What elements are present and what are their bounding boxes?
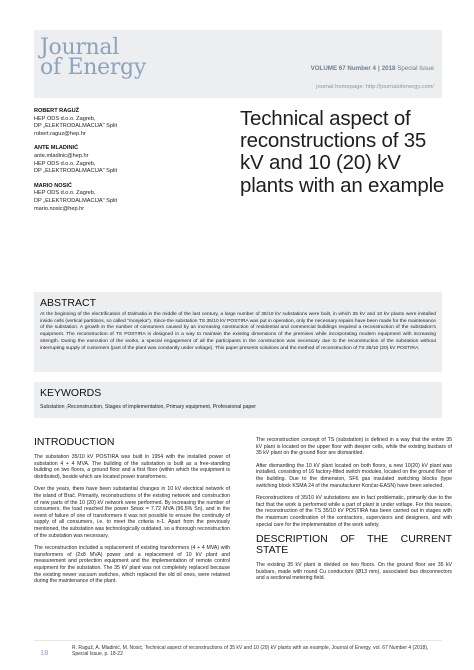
- author-email[interactable]: robert.raguz@hep.hr: [34, 130, 86, 137]
- body-paragraph: The substation 35/10 kV POSTIRA was built in 1954 with the installed power of substation 4 + 4 MVA. The building of the substation is built as a free-standing building on two floors, a ground floor and a first floor (within which the equipment is distributed), beside which are located power transformers.: [34, 454, 230, 480]
- author-email[interactable]: ante.mladinic@hep.hr: [34, 152, 89, 159]
- current-state-heading: DESCRIPTION OF THE CURRENT STATE: [256, 533, 452, 557]
- page-number: 18: [40, 648, 49, 657]
- body-paragraph: The reconstruction concept of TS (substation) is defined in a way that the entire 35 kV plant is located on the upper floor with deeper cells, while the existing busbars of 35 kV plant on the ground floor are dismantled.: [256, 437, 452, 457]
- logo-line-1: Journal: [40, 35, 119, 60]
- body-paragraph: After dismantling the 10 kV plant located on both floors, a new 10(20) kV plant was installed, consisting of 16 factory-fitted switch modules, located on the ground floor of the building. Due to the dimension, SF6 gas insulated switching blocks (type switching block KSMA 24 of the manufacturer Končar-EASN) have been selected.: [256, 462, 452, 489]
- abstract-section: [34, 292, 442, 372]
- author-block: [34, 108, 204, 138]
- keywords-section: [34, 382, 442, 418]
- introduction-heading: INTRODUCTION: [34, 436, 115, 448]
- author-affiliation: DP „ELEKTRODALMACIJA" Split: [34, 168, 118, 175]
- author-affiliation: HEP ODS d.o.o. Zagreb,: [34, 160, 96, 167]
- body-paragraph: The reconstruction included a replacement of existing transformers (4 + 4 MVA) with transformers of (2x8 MVA) power and a replacement of 10 kV plant and measurement and protection equipment and the implementation of remote control equipment for the substation. The 35 kV plant was not completely replaced because the existing newer vacuum switches, which replaced the old oil ones, were retained during the maintenance of the plant.: [34, 545, 230, 585]
- journal-logo: [40, 35, 146, 80]
- year-label: 2018: [381, 65, 396, 72]
- author-affiliation: DP „ELEKTRODALMACIJA" Split: [34, 197, 118, 204]
- author-list: [34, 108, 204, 220]
- keywords-heading: KEYWORDS: [40, 387, 102, 399]
- body-paragraph: The existing 35 kV plant is divided on two floors. On the ground floor are 35 kV busbars, made with round Cu conductors (Ø13 mm), associated bus disconnectors and a sectional metering field.: [256, 562, 452, 582]
- keywords-text: Substation ,Reconstruction, Stages of implementation, Primary equipment, Professional paper: [40, 404, 256, 410]
- logo-line-2: of Energy: [40, 55, 146, 80]
- body-paragraph: Over the years, there have been substantial changes in 10 kV electrical network of the island of Brač. Primarily, reconstructions of the existing network and construction of new parts of the 10 (20) kV network were performed. By increasing the number of consumers, the load reached the power Smax = 7.72 MVA (96.5% Sn), and in the event of failure of one of transformers it was not possible to ensure the continuity of supply of all consumers, i.e. to meet the criteria n-1. Apart from the previously mentioned, the substation was technologically outdated, so a thorough reconstruction of the substation was necessary.: [34, 486, 230, 539]
- body-paragraph: Reconstructions of 35/10 kV substations are in fact problematic, primarily due to the fact that the work is performed while a part of plant is under voltage. For this reason, the reconstruction of the TS 35/10 kV POSTIRA has been carried out in stages with the maximum coordination of the contractors, supervisors and designers, and with special care for the implementation of the work safety.: [256, 495, 452, 528]
- page-footer: [34, 640, 442, 662]
- paper-title: Technical aspect of reconstructions of 35 kV and 10 (20) kV plants with an example: [240, 107, 445, 197]
- body-column-left: [34, 437, 230, 591]
- author-email[interactable]: mario.nosic@hep.hr: [34, 205, 85, 212]
- journal-masthead: [34, 30, 442, 98]
- author-affiliation: HEP ODS d.o.o. Zagreb,: [34, 190, 96, 197]
- footer-citation: R. Raguž, A. Mladinić, M. Nosić, Technical aspect of reconstructions of 35 kV and 10 (20) kV plants with an example, Journal of Energy, vol. 67 Number 4 (2018), Special Issue, p. 18-22: [72, 645, 429, 658]
- volume-label: VOLUME 67 Number 4: [310, 65, 376, 72]
- journal-homepage[interactable]: journal homepage: http://journalofenergy.com/: [316, 84, 434, 90]
- issue-type-label: Special Issue: [397, 65, 434, 72]
- author-block: [34, 145, 204, 175]
- body-column-right: [256, 437, 452, 588]
- abstract-heading: ABSTRACT: [40, 297, 97, 309]
- author-block: [34, 183, 204, 213]
- author-name: ROBERT RAGUŽ: [34, 108, 80, 114]
- author-name: ANTE MLADINIĆ: [34, 145, 79, 152]
- abstract-text: At the beginning of the electrification of Dalmatia in the middle of the last century, a large number of 35/10 kV substations were built, in which 35 kV and 10 kV plants were installed inside cells (vertical partitions, so called "monjeka"). Since the substation TS 35/10 kV POSTIRA was put in operation, only the necessary repairs have been made for the maintenance of the substation. A growth in the number of consumers caused by an increasing construction of residential and commercial buildings required a reconstruction of the substation's equipment. The reconstruction of TS POSTIRA is designed in a way to maintain the existing dimensions of the premises while incorporating modern equipment with increasing strength. During the execution of the works, a special engagement of all the participants in the construction was necessary due to the reconstruction of the substation without interrupting supply of customers (part of the plant was constantly under voltage). This paper presents solutions and the method of reconstruction of TS 35/10 (20) kV POSTIRA.: [40, 312, 436, 351]
- author-name: MARIO NOSIĆ: [34, 182, 72, 189]
- author-affiliation: DP „ELEKTRODALMACIJA" Split: [34, 123, 118, 130]
- author-affiliation: HEP ODS d.o.o. Zagreb,: [34, 115, 96, 122]
- issue-info: VOLUME 67 Number 4 | 2018 Special Issue: [310, 65, 434, 72]
